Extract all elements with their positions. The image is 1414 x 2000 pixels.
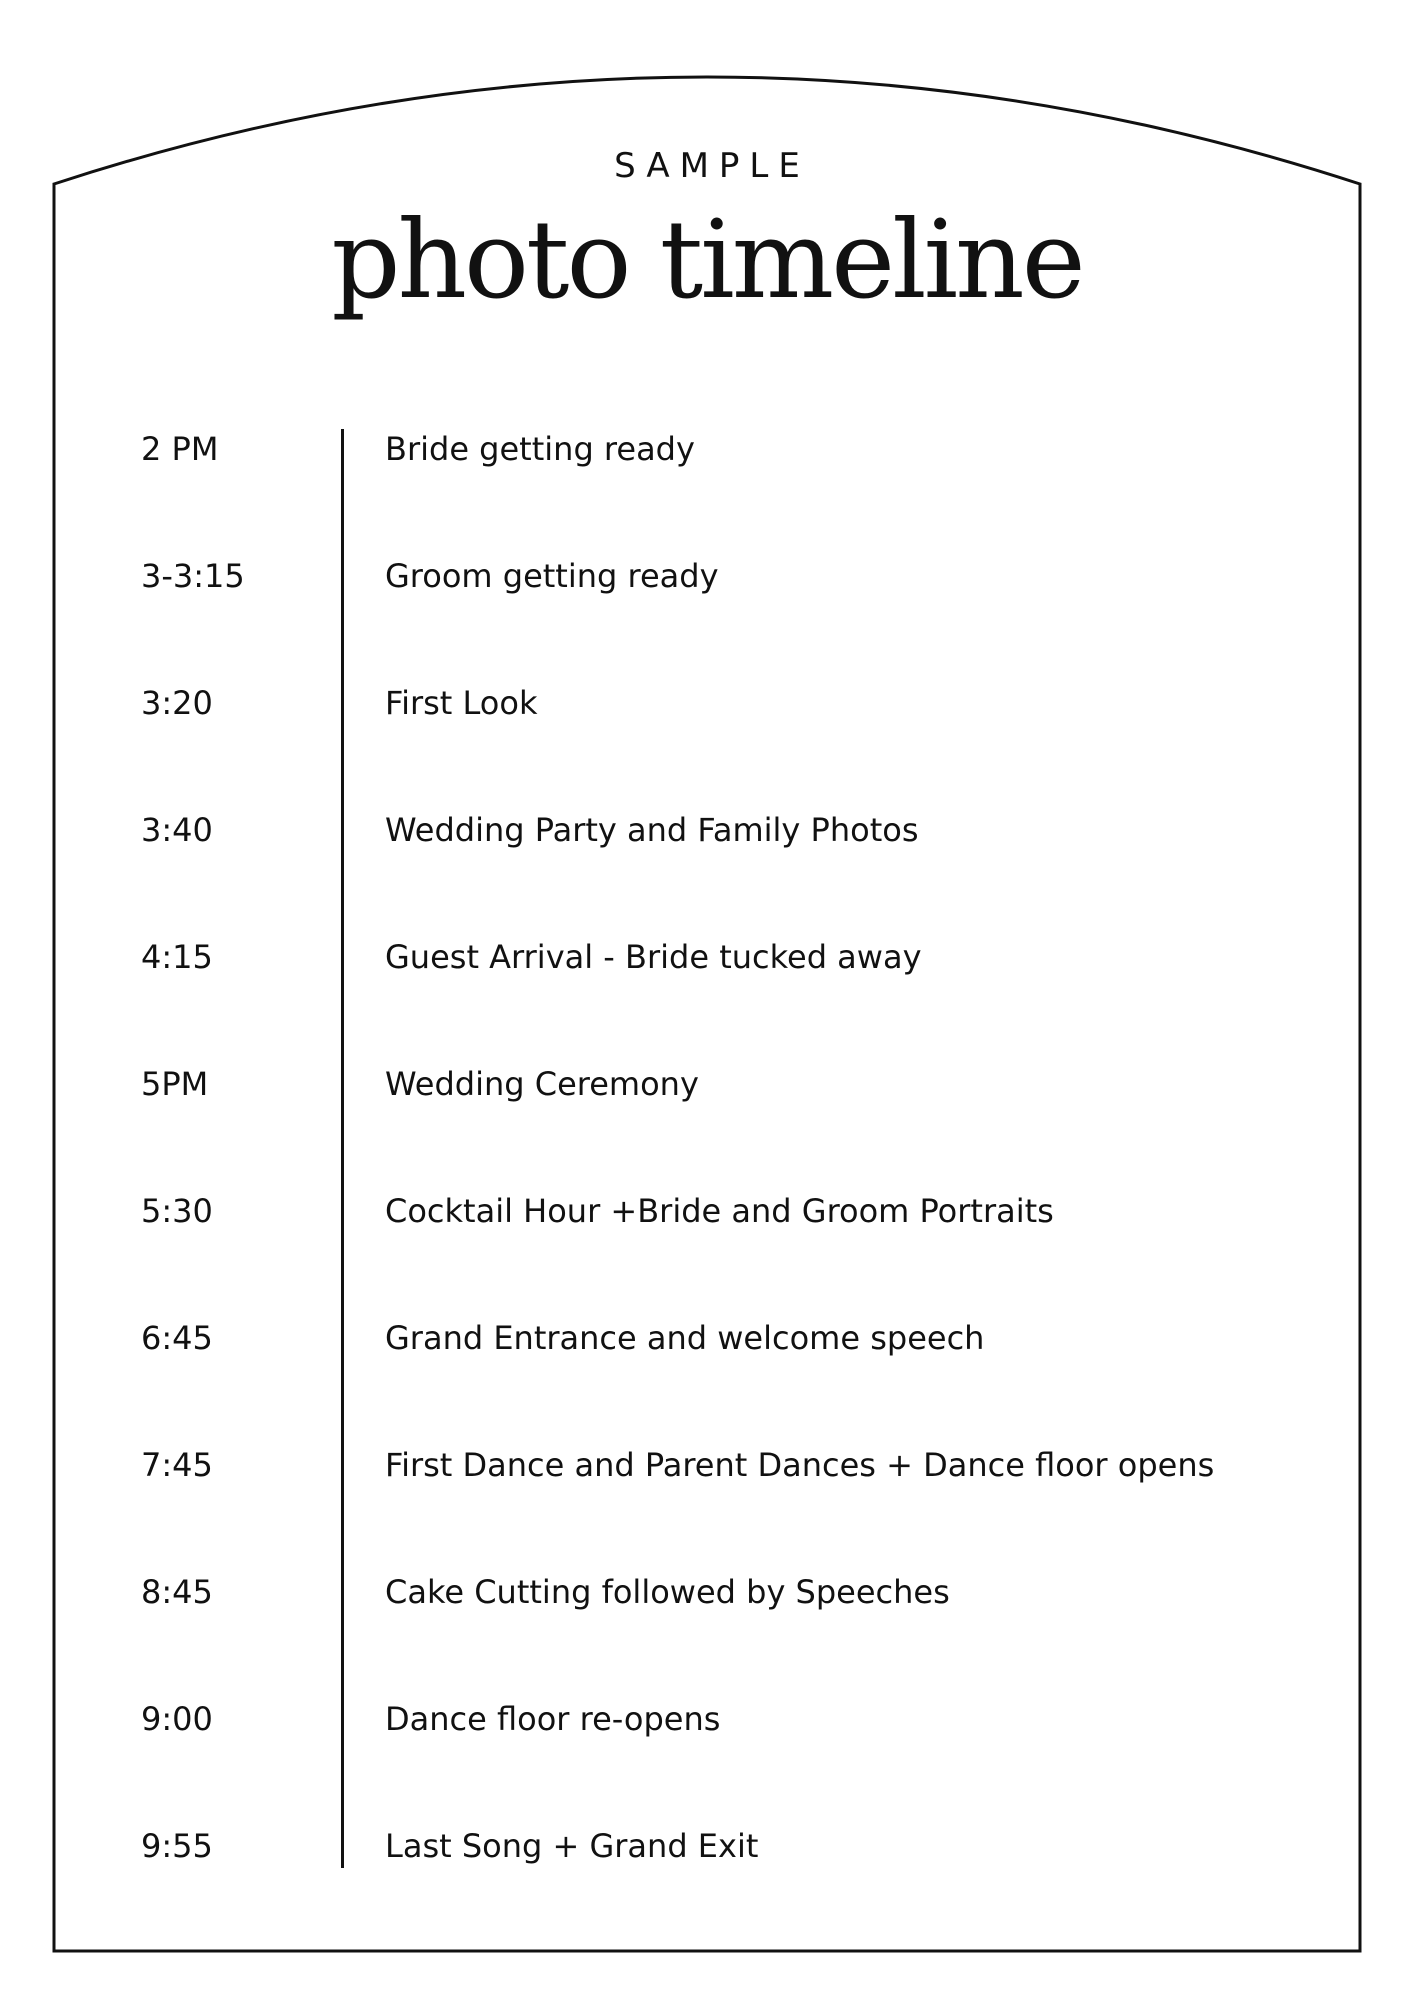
timeline-row — [0, 673, 1414, 733]
timeline-time: 4:15 — [141, 938, 213, 976]
timeline-time: 7:45 — [141, 1446, 213, 1484]
timeline-row — [0, 1054, 1414, 1114]
timeline-row — [0, 1689, 1414, 1749]
timeline-event: Last Song + Grand Exit — [385, 1827, 759, 1865]
timeline-event: Wedding Party and Family Photos — [385, 811, 919, 849]
timeline-row — [0, 1816, 1414, 1876]
timeline-event: First Look — [385, 684, 538, 722]
timeline-row — [0, 1308, 1414, 1368]
timeline-time: 2 PM — [141, 430, 219, 468]
timeline-time: 3-3:15 — [141, 557, 245, 595]
timeline-event: Guest Arrival - Bride tucked away — [385, 938, 922, 976]
timeline-time: 9:00 — [141, 1700, 213, 1738]
timeline-row — [0, 1181, 1414, 1241]
timeline-event: Dance floor re-opens — [385, 1700, 721, 1738]
timeline-event: First Dance and Parent Dances + Dance floor opens — [385, 1446, 1215, 1484]
timeline-time: 5PM — [141, 1065, 209, 1103]
page-title: photo timeline — [331, 198, 1083, 323]
timeline-event: Grand Entrance and welcome speech — [385, 1319, 985, 1357]
timeline-time: 8:45 — [141, 1573, 213, 1611]
timeline-time: 3:20 — [141, 684, 213, 722]
timeline-row — [0, 546, 1414, 606]
timeline-row — [0, 1562, 1414, 1622]
timeline-event: Groom getting ready — [385, 557, 719, 595]
timeline-event: Cake Cutting followed by Speeches — [385, 1573, 950, 1611]
timeline-event: Bride getting ready — [385, 430, 695, 468]
timeline-time: 9:55 — [141, 1827, 213, 1865]
timeline-event: Wedding Ceremony — [385, 1065, 699, 1103]
timeline-row — [0, 419, 1414, 479]
eyebrow-label: SAMPLE — [614, 146, 810, 186]
timeline-time: 6:45 — [141, 1319, 213, 1357]
timeline-event: Cocktail Hour +Bride and Groom Portraits — [385, 1192, 1054, 1230]
timeline-row — [0, 800, 1414, 860]
timeline-time: 5:30 — [141, 1192, 213, 1230]
timeline-time: 3:40 — [141, 811, 213, 849]
timeline-row — [0, 927, 1414, 987]
timeline-row — [0, 1435, 1414, 1495]
